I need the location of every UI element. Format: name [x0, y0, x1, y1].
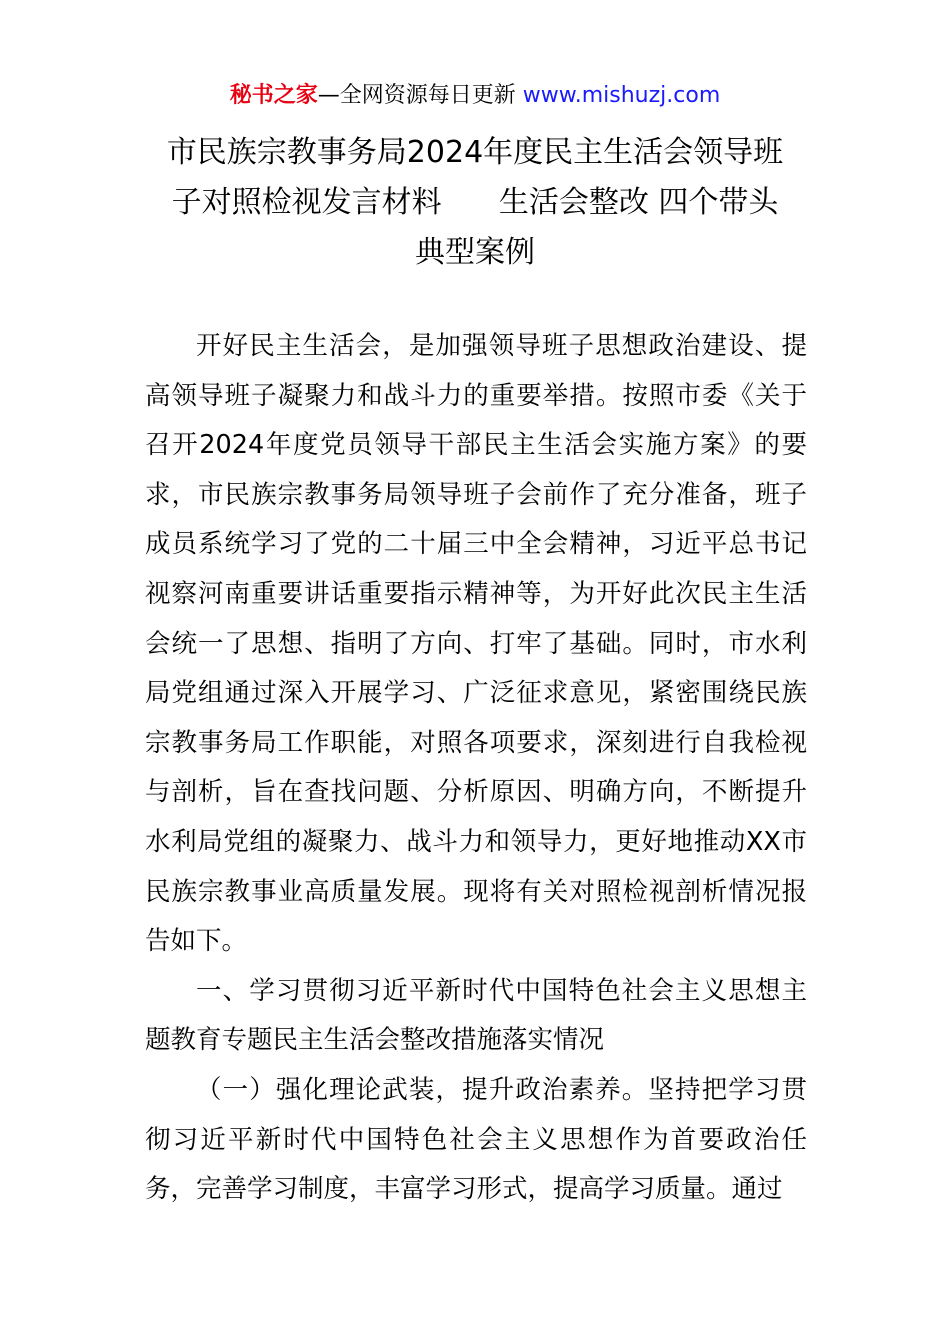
- document-body: [145, 322, 807, 1215]
- intro-paragraph: 开好民主生活会，是加强领导班子思想政治建设、提高领导班子凝聚力和战斗力的重要举措。按照市委《关于召开2024年度党员领导干部民主生活会实施方案》的要求，市民族宗教事务局领导班子会前作了充分准备，班子成员系统学习了党的二十届三中全会精神，习近平总书记视察河南重要讲话重要指示精神等，为开好此次民主生活会统一了思想、指明了方向、打牢了基础。同时，市水利局党组通过深入开展学习、广泛征求意见，紧密围绕民族宗教事务局工作职能，对照各项要求，深刻进行自我检视与剖析，旨在查找问题、分析原因、明确方向，不断提升水利局党组的凝聚力、战斗力和领导力，更好地推动XX市民族宗教事业高质量发展。现将有关对照检视剖析情况报告如下。: [145, 331, 807, 957]
- title-line: 典型案例: [415, 235, 535, 270]
- title-line: 子对照检视发言材料 生活会整改 四个带头: [171, 185, 779, 220]
- site-name: 秘书之家: [229, 83, 318, 108]
- subsection-paragraph: （一）强化理论武装，提升政治素养。坚持把学习贯彻习近平新时代中国特色社会主义思想作为首要政治任务，完善学习制度，丰富学习形式，提高学习质量。通过: [145, 1074, 807, 1205]
- title-line: 市民族宗教事务局2024年度民主生活会领导班: [166, 135, 784, 170]
- site-url-link[interactable]: www.mishuzj.com: [522, 83, 721, 108]
- site-header: [0, 80, 950, 112]
- section-heading: 一、学习贯彻习近平新时代中国特色社会主义思想主题教育专题民主生活会整改措施落实情况: [145, 975, 807, 1056]
- site-tagline: —全网资源每日更新: [317, 83, 523, 108]
- document-title: [120, 128, 830, 278]
